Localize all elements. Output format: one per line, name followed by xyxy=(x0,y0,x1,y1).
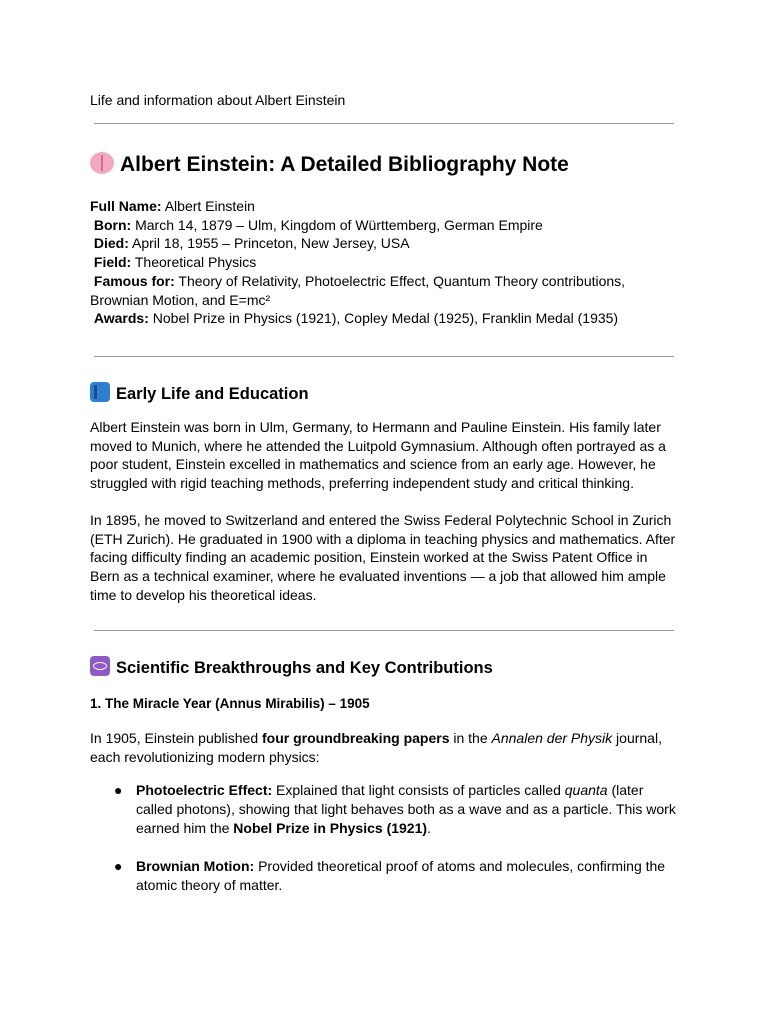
bullet-icon: ● xyxy=(114,858,123,874)
blue-book-icon xyxy=(90,382,110,402)
brain-emoji-icon xyxy=(90,152,114,174)
info-born: Born: March 14, 1879 – Ulm, Kingdom of Württemberg, German Empire xyxy=(93,216,543,233)
page-title-text: Albert Einstein: A Detailed Bibliography Note xyxy=(120,153,569,176)
info-full-name: Full Name: Albert Einstein xyxy=(90,198,255,214)
list-item-text: Photoelectric Effect: Explained that light consists of particles called quanta (later called photons), showing that light behaves both as a wave and as a particle. This work earned him the Nobel Prize in Physics (1921). xyxy=(136,782,676,836)
info-block xyxy=(90,197,680,328)
section-heading-early-life: Early Life and Education xyxy=(90,382,309,404)
subsection-heading: 1. The Miracle Year (Annus Mirabilis) – 1905 xyxy=(90,696,370,711)
info-field: Field: Theoretical Physics xyxy=(93,254,257,271)
list-item-text: Brownian Motion: Provided theoretical proof of atoms and molecules, confirming the atomic theory of matter. xyxy=(136,858,666,893)
section-heading-breakthroughs: Scientific Breakthroughs and Key Contributions xyxy=(90,656,493,678)
atom-symbol-icon xyxy=(90,656,110,676)
divider xyxy=(94,123,674,124)
info-awards: Awards: Nobel Prize in Physics (1921), Copley Medal (1925), Franklin Medal (1935) xyxy=(93,310,619,327)
bullet-icon: ● xyxy=(114,782,123,798)
document-subtitle: Life and information about Albert Einstein xyxy=(90,92,346,108)
info-died: Died: April 18, 1955 – Princeton, New Jersey, USA xyxy=(93,235,410,252)
paragraph: In 1905, Einstein published four groundbreaking papers in the Annalen der Physik journal, each revolutionizing modern physics: xyxy=(90,730,662,765)
paragraph: Albert Einstein was born in Ulm, Germany, to Hermann and Pauline Einstein. His family later moved to Munich, where he attended the Luitpold Gymnasium. Although often portrayed as a poor student, Einstein excelled in mathematics and science from an early age. However, he struggled with rigid teaching methods, preferring independent study and critical thinking. xyxy=(90,419,666,492)
page-title xyxy=(90,152,569,177)
divider xyxy=(94,356,674,357)
info-famous-for: Famous for: Theory of Relativity, Photoelectric Effect, Quantum Theory contributions, Brownian Motion, and E=mc² xyxy=(90,272,626,308)
divider xyxy=(94,630,674,631)
paragraph: In 1895, he moved to Switzerland and entered the Swiss Federal Polytechnic School in Zurich (ETH Zurich). He graduated in 1900 with a diploma in teaching physics and mathematics. After facing difficulty finding an academic position, Einstein worked at the Swiss Patent Office in Bern as a technical examiner, where he evaluated inventions — a job that allowed him ample time to develop his theoretical ideas. xyxy=(90,512,676,603)
